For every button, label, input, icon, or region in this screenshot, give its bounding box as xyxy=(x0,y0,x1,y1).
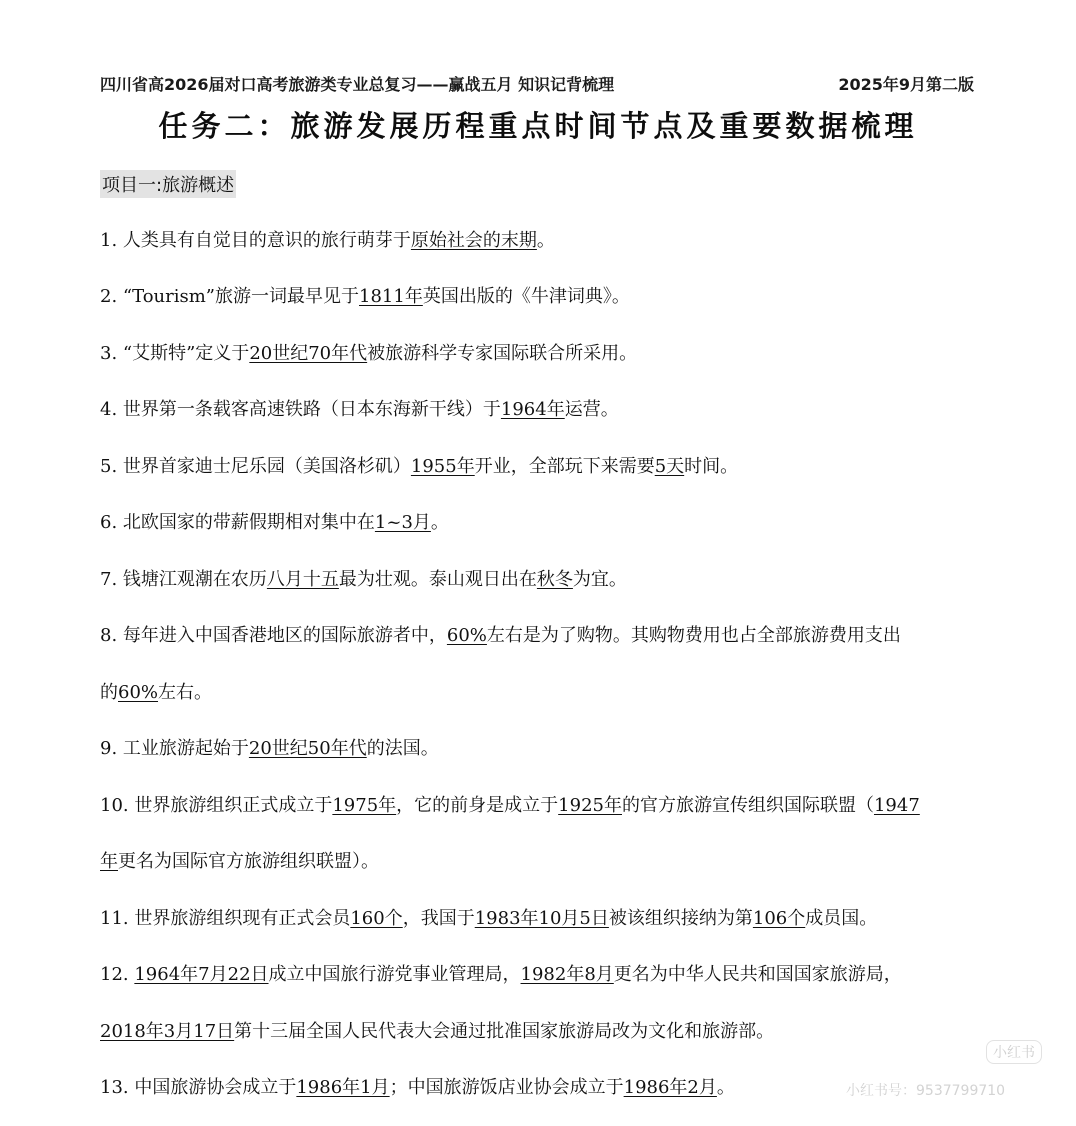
item-text: 7. 钱塘江观潮在农历 xyxy=(100,569,267,590)
list-item xyxy=(100,510,449,536)
list-item xyxy=(100,341,637,367)
item-text: 被该组织接纳为第 xyxy=(608,908,753,929)
item-text: 更名为中华人民共和国国家旅游局， xyxy=(613,964,902,985)
item-text: 成员国。 xyxy=(805,908,878,929)
underlined-key-fact: 1982年8月 xyxy=(520,964,614,985)
underlined-key-fact: 秋冬 xyxy=(536,569,573,590)
item-text: 4. 世界第一条载客高速铁路（日本东海新干线）于 xyxy=(100,399,501,420)
underlined-key-fact: 5天 xyxy=(654,456,685,477)
item-text: 的 xyxy=(100,682,118,703)
underlined-key-fact: 1811年 xyxy=(359,286,423,307)
underlined-key-fact: 1975年 xyxy=(332,795,397,816)
list-item xyxy=(100,906,877,932)
underlined-key-fact: 年 xyxy=(100,851,118,872)
list-item xyxy=(100,1075,735,1101)
underlined-key-fact: 原始社会的末期 xyxy=(410,230,537,251)
item-text: 更名为国际官方旅游组织联盟）。 xyxy=(118,851,379,872)
item-text: 3. “艾斯特”定义于 xyxy=(100,343,250,364)
underlined-key-fact: 1~3月 xyxy=(374,512,431,533)
underlined-key-fact: 20世纪50年代 xyxy=(248,738,367,759)
item-text: 9. 工业旅游起始于 xyxy=(100,738,249,759)
item-text: 12. xyxy=(100,964,135,985)
item-text: 时间。 xyxy=(684,456,739,477)
underlined-key-fact: 八月十五 xyxy=(266,569,339,590)
list-item xyxy=(100,680,212,706)
underlined-key-fact: 1947 xyxy=(873,795,920,816)
list-item xyxy=(100,454,738,480)
list-item xyxy=(100,962,902,988)
item-text: 13. 中国旅游协会成立于 xyxy=(100,1077,297,1098)
item-text: 10. 世界旅游组织正式成立于 xyxy=(100,795,333,816)
list-item xyxy=(100,567,627,593)
underlined-key-fact: 1986年2月 xyxy=(623,1077,717,1098)
page-header xyxy=(100,72,974,96)
item-text: 为宜。 xyxy=(572,569,627,590)
underlined-key-fact: 1925年 xyxy=(558,795,622,816)
list-item xyxy=(100,1019,774,1045)
underlined-key-fact: 160个 xyxy=(350,908,403,929)
item-text: 第十三届全国人民代表大会通过批准国家旅游局改为文化和旅游部。 xyxy=(234,1021,775,1042)
item-text: 的官方旅游宣传组织国际联盟（ xyxy=(621,795,874,816)
watermark-id: 小红书号：9537799710 xyxy=(846,1083,1006,1099)
watermark-logo: 小红书 xyxy=(986,1040,1042,1064)
list-item xyxy=(100,793,920,819)
header-course-title: 四川省高2026届对口高考旅游类专业总复习——赢战五月 知识记背梳理 xyxy=(100,75,615,94)
item-text: 被旅游科学专家国际联合所采用。 xyxy=(367,343,638,364)
underlined-key-fact: 1955年 xyxy=(410,456,475,477)
list-item xyxy=(100,397,619,423)
item-text: 8. 每年进入中国香港地区的国际旅游者中， xyxy=(100,625,447,646)
item-text: 2. “Tourism”旅游一词最早见于 xyxy=(100,286,360,307)
header-edition: 2025年9月第二版 xyxy=(838,75,974,94)
item-text: 11. 世界旅游组织现有正式会员 xyxy=(100,908,351,929)
item-text: 英国出版的《牛津词典》。 xyxy=(422,286,630,307)
underlined-key-fact: 60% xyxy=(118,682,159,703)
item-text: 运营。 xyxy=(564,399,619,420)
item-text: ，我国于 xyxy=(402,908,475,929)
underlined-key-fact: 20世纪70年代 xyxy=(249,343,368,364)
item-text: ，它的前身是成立于 xyxy=(396,795,559,816)
list-item xyxy=(100,284,630,310)
underlined-key-fact: 2018年3月17日 xyxy=(100,1021,235,1042)
item-text: 6. 北欧国家的带薪假期相对集中在 xyxy=(100,512,375,533)
item-text: 最为壮观。泰山观日出在 xyxy=(338,569,537,590)
item-text: 左右是为了购物。其购物费用也占全部旅游费用支出 xyxy=(486,625,901,646)
underlined-key-fact: 1983年10月5日 xyxy=(474,908,609,929)
item-text: 左右。 xyxy=(158,682,213,703)
list-item xyxy=(100,736,439,762)
item-text: ；中国旅游饭店业协会成立于 xyxy=(389,1077,624,1098)
underlined-key-fact: 1964年 xyxy=(500,399,565,420)
item-text: 成立中国旅行游党事业管理局， xyxy=(268,964,521,985)
item-text: 开业，全部玩下来需要 xyxy=(474,456,655,477)
underlined-key-fact: 106个 xyxy=(752,908,806,929)
list-item xyxy=(100,228,555,254)
underlined-key-fact: 1986年1月 xyxy=(296,1077,390,1098)
item-text: 1. 人类具有自觉目的意识的旅行萌芽于 xyxy=(100,230,411,251)
list-item xyxy=(100,849,379,875)
list-item xyxy=(100,623,901,649)
item-text: 。 xyxy=(430,512,449,533)
item-text: 的法国。 xyxy=(366,738,439,759)
underlined-key-fact: 1964年7月22日 xyxy=(134,964,269,985)
item-text: 。 xyxy=(716,1077,735,1098)
section-heading: 项目一:旅游概述 xyxy=(100,170,236,198)
page-title: 任务二：旅游发展历程重点时间节点及重要数据梳理 xyxy=(158,109,918,143)
item-text: 。 xyxy=(536,230,555,251)
underlined-key-fact: 60% xyxy=(446,625,487,646)
item-text: 5. 世界首家迪士尼乐园（美国洛杉矶） xyxy=(100,456,411,477)
